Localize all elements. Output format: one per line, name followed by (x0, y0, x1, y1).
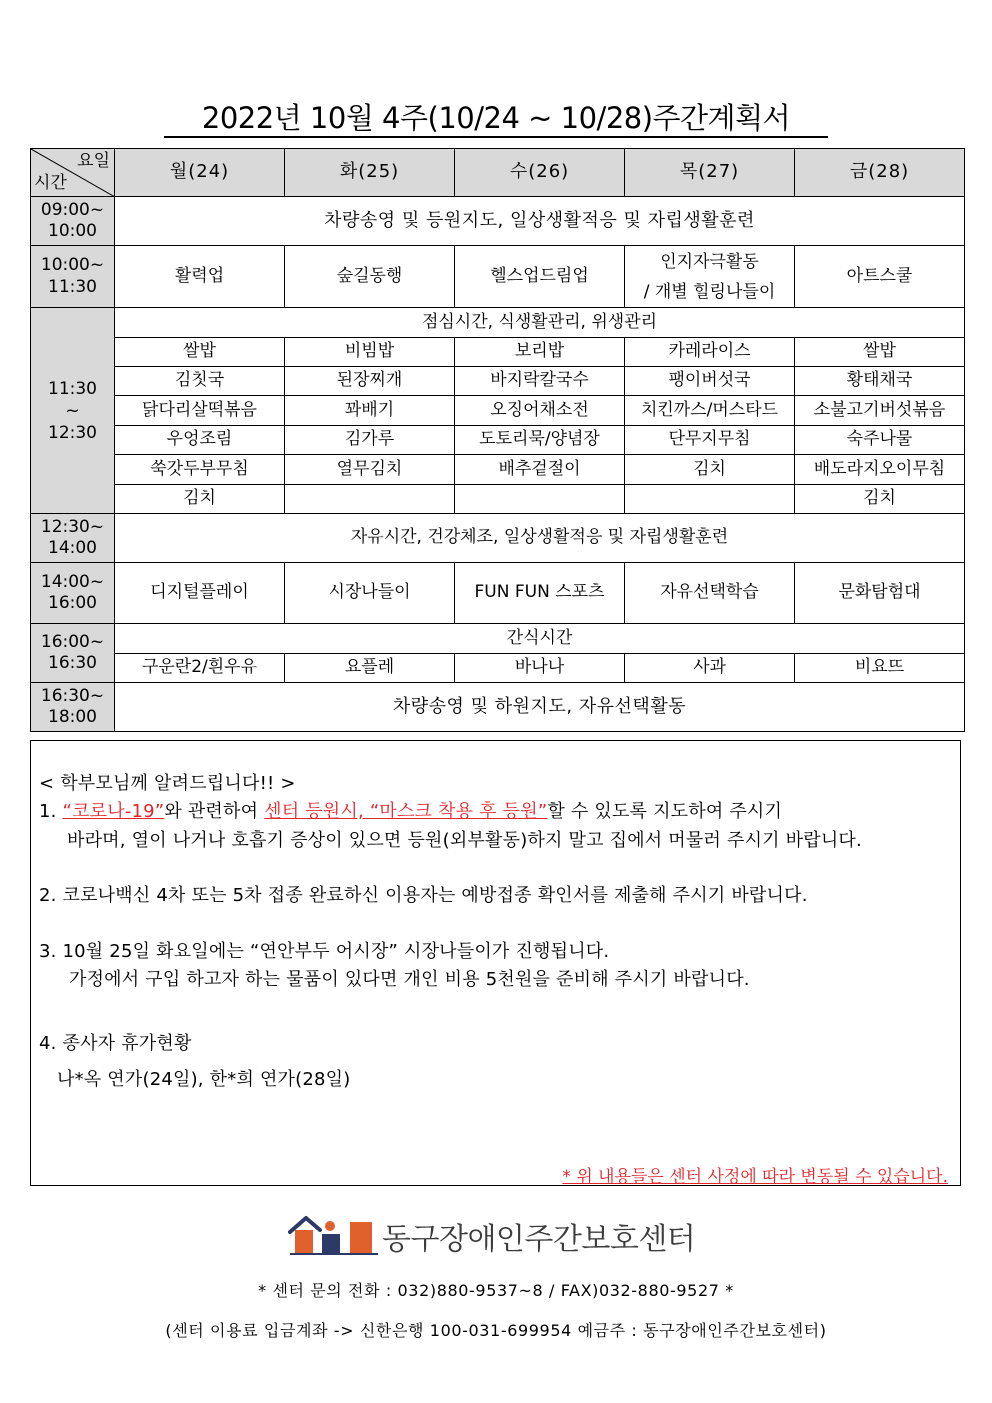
snack-item: 구운란2/흰우유 (115, 654, 285, 683)
menu-item: 보리밥 (455, 338, 625, 367)
notice-number: 1. (39, 801, 63, 822)
slot-row (31, 514, 965, 563)
time-cell (31, 624, 115, 683)
slot-row (31, 563, 965, 624)
notice-item-4: 4. 종사자 휴가현황 (39, 1033, 192, 1054)
snack-item: 요플레 (285, 654, 455, 683)
corner-cell (31, 149, 115, 197)
notice-item-3: 3. 10월 25일 화요일에는 “연안부두 어시장” 시장나들이가 진행됩니다. (39, 941, 610, 962)
parent-notice-box (30, 740, 961, 1186)
menu-row (31, 338, 965, 367)
covid-highlight: “코로나-19” (62, 801, 165, 822)
slot-row (31, 197, 965, 246)
time-end: 14:00 (48, 538, 97, 558)
day-header-fri: 금(28) (795, 149, 965, 197)
menu-item: 비빔밥 (285, 338, 455, 367)
program-cell: 시장나들이 (285, 563, 455, 624)
notice-item-2: 2. 코로나백신 4차 또는 5차 접종 완료하신 이용자는 예방접종 확인서를 제출해 주시기 바랍니다. (39, 885, 808, 906)
menu-item (625, 485, 795, 514)
snack-header-row (31, 624, 965, 654)
notice-item-4-line2: 나*옥 연가(24일), 한*희 연가(28일) (57, 1069, 351, 1090)
notice-item-1-line2: 바라며, 열이 나거나 호흡기 증상이 있으면 등원(외부활동)하지 말고 집에서 머물러 주시기 바랍니다. (67, 830, 862, 851)
menu-item: 김치 (625, 455, 795, 485)
day-header-tue: 화(25) (285, 149, 455, 197)
time-tilde: ~ (65, 400, 80, 421)
menu-item: 소불고기버섯볶음 (795, 396, 965, 426)
snack-item: 바나나 (455, 654, 625, 683)
slot-activity: 자유시간, 건강체조, 일상생활적응 및 자립생활훈련 (115, 514, 965, 563)
notice-text: 할 수 있도록 지도하여 주시기 (547, 801, 783, 822)
time-start: 10:00~ (40, 255, 105, 276)
mask-highlight: 센터 등원시, “마스크 착용 후 등원” (264, 801, 548, 822)
menu-item: 김치 (795, 485, 965, 514)
notice-item-3-line2: 가정에서 구입 하고자 하는 물품이 있다면 개인 비용 5천원을 준비해 주시기 바랍니다. (69, 969, 750, 990)
menu-row (31, 426, 965, 455)
time-end: 12:30 (48, 422, 97, 443)
menu-item: 우엉조림 (115, 426, 285, 455)
menu-item: 숙주나물 (795, 426, 965, 455)
time-cell (31, 514, 115, 563)
time-cell (31, 308, 115, 514)
menu-item: 쑥갓두부무침 (115, 455, 285, 485)
slot-activity: 차량송영 및 등원지도, 일상생활적응 및 자립생활훈련 (115, 197, 965, 246)
menu-item: 김칫국 (115, 367, 285, 396)
menu-item: 닭다리살떡볶음 (115, 396, 285, 426)
corner-day-label: 요일 (77, 151, 110, 171)
corner-time-label: 시간 (34, 172, 67, 193)
menu-item: 황태채국 (795, 367, 965, 396)
menu-item: 카레라이스 (625, 338, 795, 367)
program-cell: 문화탐험대 (795, 563, 965, 624)
contact-phone: * 센터 문의 전화 : 032)880-9537~8 / FAX)032-880-9527 * (258, 1281, 734, 1300)
center-name: 동구장애인주간보호센터 (382, 1222, 696, 1257)
menu-row (31, 367, 965, 396)
slot-activity: 차량송영 및 하원지도, 자유선택활동 (115, 683, 965, 732)
menu-item: 배추겉절이 (455, 455, 625, 485)
program-line: / 개별 힐링나들이 (643, 281, 776, 302)
snack-header: 간식시간 (115, 624, 965, 654)
slot-row (31, 683, 965, 732)
time-start: 16:30~ (40, 685, 105, 706)
weekly-schedule-table (30, 148, 965, 732)
time-start: 14:00~ (40, 571, 105, 592)
menu-row (31, 455, 965, 485)
menu-item: 도토리묵/양념장 (455, 426, 625, 455)
day-header-thu: 목(27) (625, 149, 795, 197)
menu-row (31, 396, 965, 426)
snack-item: 비요뜨 (795, 654, 965, 683)
program-cell: 아트스쿨 (795, 246, 965, 308)
menu-item: 꽈배기 (285, 396, 455, 426)
menu-row (31, 485, 965, 514)
lunch-header: 점심시간, 식생활관리, 위생관리 (115, 308, 965, 338)
time-end: 18:00 (48, 707, 97, 727)
menu-item: 오징어채소전 (455, 396, 625, 426)
menu-item: 배도라지오이무침 (795, 455, 965, 485)
time-start: 09:00~ (40, 199, 105, 220)
program-cell: 활력업 (115, 246, 285, 308)
menu-item (455, 485, 625, 514)
day-header-wed: 수(26) (455, 149, 625, 197)
page-title: 2022년 10월 4주(10/24 ~ 10/28)주간계획서 (201, 101, 791, 135)
time-end: 11:30 (48, 276, 97, 297)
menu-item: 쌀밥 (795, 338, 965, 367)
time-cell (31, 246, 115, 308)
center-logo (288, 1212, 708, 1258)
time-start: 11:30 (48, 378, 97, 399)
notice-heading: < 학부모님께 알려드립니다!! > (39, 773, 296, 794)
change-disclaimer: * 위 내용들은 센터 사정에 따라 변동될 수 있습니다. (562, 1167, 948, 1187)
menu-item: 바지락칼국수 (455, 367, 625, 396)
menu-item: 쌀밥 (115, 338, 285, 367)
program-cell: 숲길동행 (285, 246, 455, 308)
menu-item (285, 485, 455, 514)
payment-account: (센터 이용료 입금계좌 -> 신한은행 100-031-699954 예금주 : 동구장애인주간보호센터) (165, 1321, 827, 1340)
snack-row (31, 654, 965, 683)
menu-item: 열무김치 (285, 455, 455, 485)
time-end: 16:00 (48, 593, 97, 613)
title-underline (164, 136, 828, 138)
menu-item: 단무지무침 (625, 426, 795, 455)
program-cell (625, 246, 795, 308)
notice-item-1 (39, 797, 782, 823)
program-cell: 헬스업드림업 (455, 246, 625, 308)
program-line: 인지자극활동 (660, 251, 759, 272)
house-logo-icon (288, 1212, 380, 1256)
menu-item: 김가루 (285, 426, 455, 455)
time-start: 16:00~ (40, 631, 105, 652)
menu-item: 된장찌개 (285, 367, 455, 396)
time-end: 16:30 (48, 653, 97, 673)
program-cell: 자유선택학습 (625, 563, 795, 624)
day-header-mon: 월(24) (115, 149, 285, 197)
menu-item: 치킨까스/머스타드 (625, 396, 795, 426)
time-start: 12:30~ (40, 516, 105, 537)
time-cell (31, 563, 115, 624)
program-cell: 디지털플레이 (115, 563, 285, 624)
notice-text: 와 관련하여 (164, 801, 265, 822)
menu-item: 팽이버섯국 (625, 367, 795, 396)
header-row (31, 149, 965, 197)
slot-row (31, 246, 965, 308)
program-cell: FUN FUN 스포츠 (455, 563, 625, 624)
snack-item: 사과 (625, 654, 795, 683)
lunch-header-row (31, 308, 965, 338)
time-cell (31, 197, 115, 246)
menu-item: 김치 (115, 485, 285, 514)
time-end: 10:00 (48, 221, 97, 241)
time-cell (31, 683, 115, 732)
